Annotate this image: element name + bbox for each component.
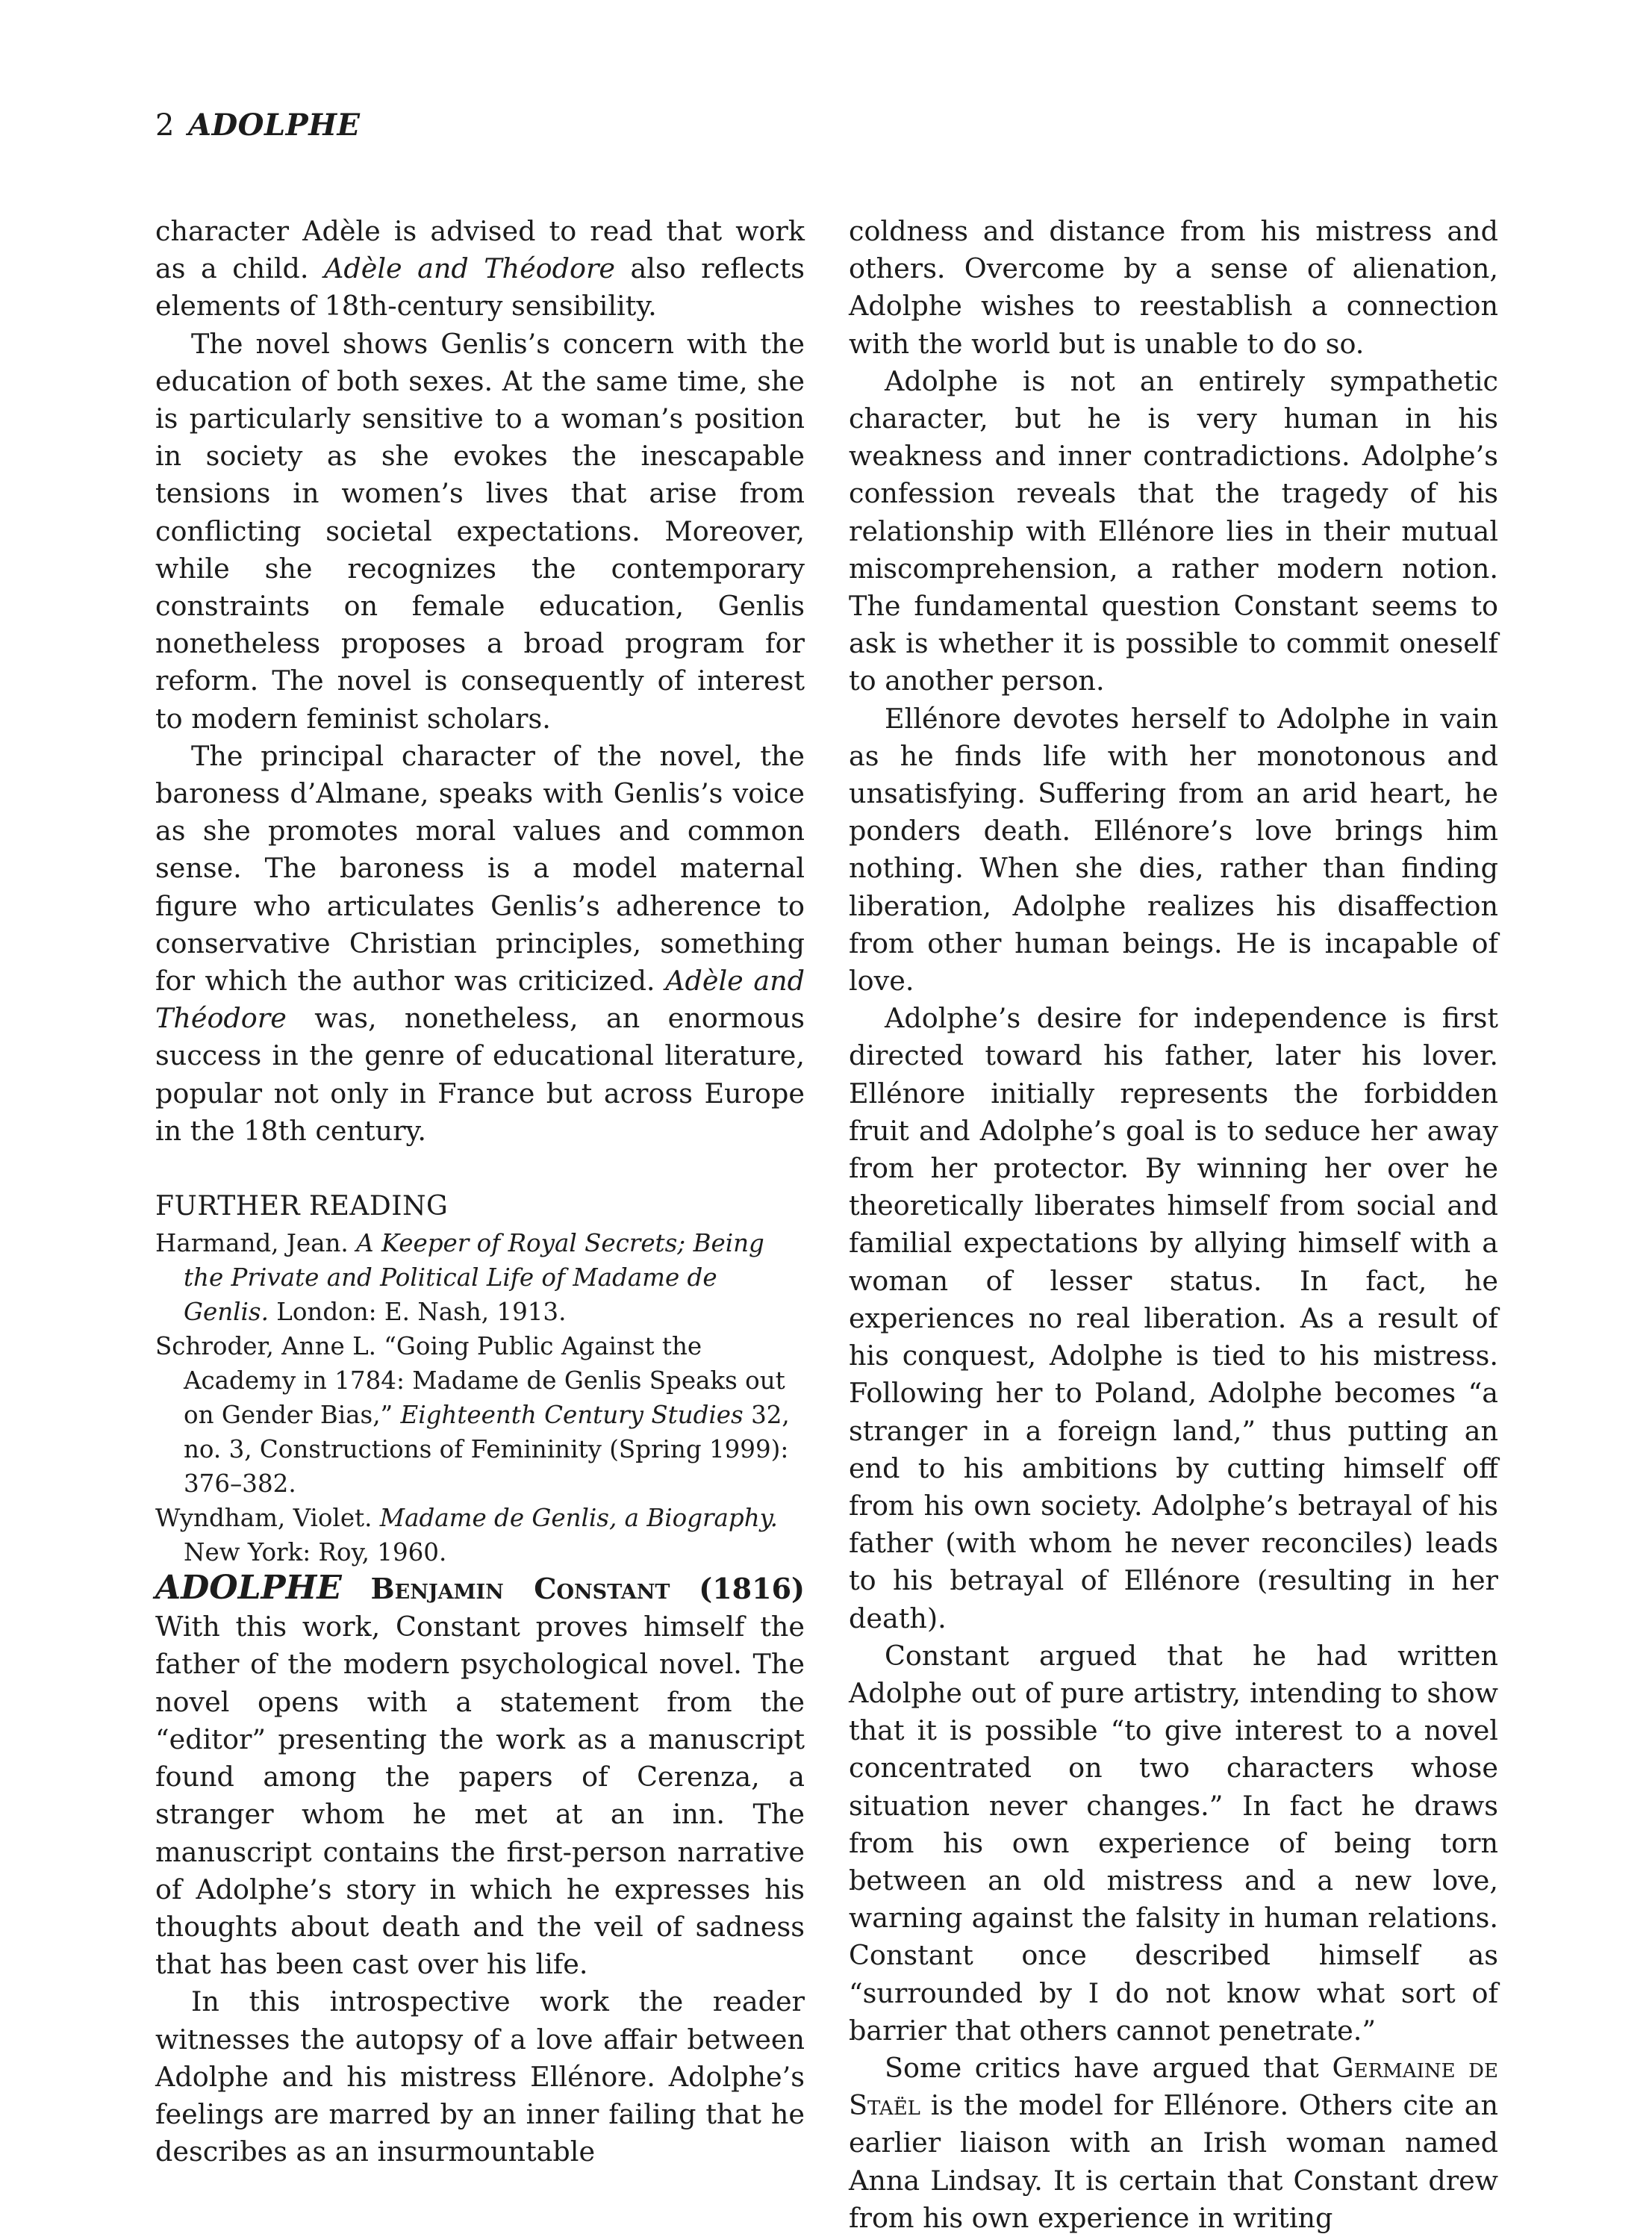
entry-paragraph — [155, 1569, 805, 1983]
entry-text: With this work, Constant proves himself the father of the modern psychological novel. The novel opens with a statement from the “editor” presenting the work as a manuscript found among the papers of Cerenza, a stranger whom he met at an inn. The manuscript contains the first-person narrative of Adolphe’s story in which he expresses his thoughts about death and the veil of sadness that has been cast over his life. — [155, 1611, 805, 1981]
reference-item — [155, 1501, 805, 1569]
left-column — [155, 213, 805, 2171]
text-run: is the model for Ellénore. Others cite an earlier liaison with an Irish woman named Anna Lindsay. It is certain that Constant drew from his own experience in writing — [849, 2089, 1498, 2234]
ref-title: A Keeper of Royal Secrets; Being the Private and Political Life of Madame de Genlis. — [184, 1229, 764, 1327]
paragraph: Adolphe’s desire for independence is first directed toward his father, later his lover. Ellénore initially represents the forbidden fruit and Adolphe’s goal is to seduce her away from her protector. By winning her over he theoretically liberates himself from social and familial expectations by allying himself with a woman of lesser status. In fact, he experiences no real liberation. As a result of his conquest, Adolphe is tied to his mistress. Following her to Poland, Adolphe becomes “a stranger in a foreign land,” thus putting an end to his ambitions by cutting himself off from his own society. Adolphe’s betrayal of his father (with whom he never reconciles) leads to his betrayal of Ellénore (resulting in her death). — [849, 1002, 1498, 1634]
ref-text: Harmand, Jean. — [155, 1229, 357, 1258]
cross-reference: Germaine de Staël — [849, 2051, 1498, 2122]
text-run: was, nonetheless, an enormous success in the genre of educational literature, popular not only in France but across Europe in the 18th century. — [155, 1002, 805, 1147]
text-run: also reflects elements of 18th-century sensibility. — [155, 252, 805, 323]
ref-title: Eighteenth Century Studies — [400, 1401, 744, 1430]
running-head — [155, 103, 361, 148]
paragraph: Ellénore devotes herself to Adolphe in vain as he finds life with her monotonous and unsatisfying. Suffering from an arid heart, he ponders death. Ellénore’s love brings him nothing. When she dies, rather than finding liberation, Adolphe realizes his disaffection from other human beings. He is incapable of love. — [849, 702, 1498, 998]
paragraph — [155, 738, 805, 1150]
ref-text: Schroder, Anne L. “Going Public Against the Academy in 1784: Madame de Genlis Speaks out on Gender Bias,” — [155, 1332, 785, 1430]
reference-item — [155, 1329, 805, 1501]
paragraph — [155, 213, 805, 326]
paragraph: Adolphe is not an entirely sympathetic character, but he is very human in his weakness and inner contradictions. Adolphe’s confession reveals that the tragedy of his relationship with Ellénore lies in their mutual miscomprehension, a rather modern notion. The fundamental question Constant seems to ask is whether it is possible to commit oneself to another person. — [849, 364, 1498, 697]
ref-text: London: E. Nash, 1913. — [268, 1298, 567, 1327]
further-reading-list — [155, 1226, 805, 1569]
italic-title: Adèle and Théodore — [155, 965, 805, 1035]
entry-date: (1816) — [699, 1572, 805, 1606]
running-head-title: ADOLPHE — [187, 108, 361, 143]
right-column — [849, 213, 1498, 2237]
page-number: 2 — [155, 108, 175, 143]
ref-title: Madame de Genlis, a Biography. — [379, 1504, 779, 1533]
text-run: Some critics have argued that — [885, 2051, 1332, 2084]
ref-text: 32, no. 3, Constructions of Femininity (Spring 1999): 376–382. — [184, 1401, 790, 1499]
paragraph — [849, 2050, 1498, 2237]
further-reading-heading: FURTHER READING — [155, 1191, 449, 1222]
paragraph: The novel shows Genlis’s concern with the education of both sexes. At the same time, she is particularly sensitive to a woman’s position in society as she evokes the inescapable tensions in women’s lives that arise from conflicting societal expectations. Moreover, while she recognizes the contemporary constraints on female education, Genlis nonetheless proposes a broad program for reform. The novel is consequently of interest to modern feminist scholars. — [155, 327, 805, 735]
paragraph: Constant argued that he had written Adolphe out of pure artistry, intending to show that it is possible “to give interest to a novel concentrated on two characters whose situation never changes.” In fact he draws from his own experience of being torn between an old mistress and a new love, warning against the falsity in human relations. Constant once described himself as “surrounded by I do not know what sort of barrier that others cannot penetrate.” — [849, 1639, 1498, 2047]
paragraph: In this introspective work the reader witnesses the autopsy of a love affair between Adolphe and his mistress Ellénore. Adolphe’s feelings are marred by an inner failing that he describes as an insurmountable — [155, 1985, 805, 2168]
ref-text: New York: Roy, 1960. — [184, 1538, 447, 1567]
ref-text: Wyndham, Violet. — [155, 1504, 380, 1533]
text-run: The principal character of the novel, the baroness d’Almane, speaks with Genlis’s voice as she promotes moral values and common sense. The baroness is a model maternal figure who articulates Genlis’s adherence to conservative Christian principles, something for which the author was criticized. — [155, 739, 805, 998]
entry-author: Benjamin Constant — [370, 1572, 670, 1606]
paragraph: coldness and distance from his mistress and others. Overcome by a sense of alienation, Adolphe wishes to reestablish a connection with the world but is unable to do so. — [849, 215, 1498, 360]
text-run: character Adèle is advised to read that work as a child. — [155, 215, 805, 285]
entry-title: ADOLPHE — [155, 1569, 342, 1608]
italic-title: Adèle and Théodore — [324, 252, 616, 285]
reference-item — [155, 1226, 805, 1329]
